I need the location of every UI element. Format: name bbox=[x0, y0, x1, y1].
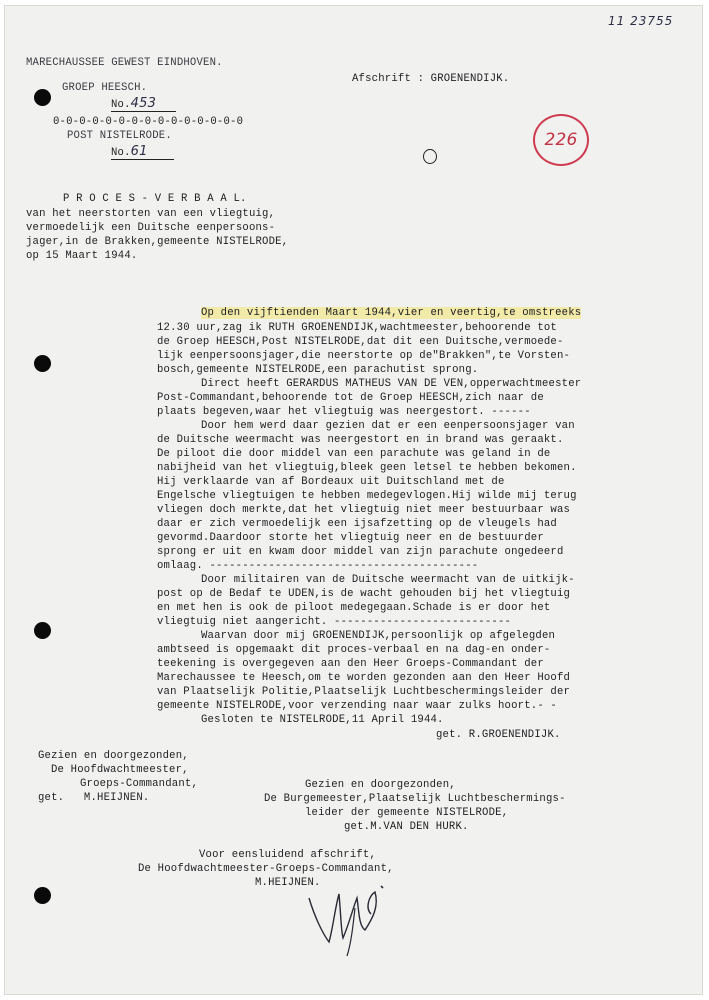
document-page bbox=[5, 6, 702, 994]
body-line: Engelsche vliegtuigen te hebben medegevlogen.Hij wilde mij terug bbox=[157, 490, 577, 502]
header-number-1-prefix: No. bbox=[111, 99, 131, 111]
body-line: omlaag. ----------------------------------------- bbox=[157, 560, 479, 572]
body-line: gevormd.Daardoor storte het vliegtuig neer en de bestuurder bbox=[157, 532, 544, 544]
body-line: teekening is overgegeven aan den Heer Groeps-Commandant der bbox=[157, 658, 544, 670]
seen-right-line: leider der gemeente NISTELRODE, bbox=[305, 807, 509, 819]
body-line: bosch,gemeente NISTELRODE,een parachutist sprong. bbox=[157, 364, 479, 376]
seen-left-line: Gezien en doorgezonden, bbox=[38, 750, 189, 762]
body-line: daar er zich vermoedelijk een ijsafzetting op de vleugels had bbox=[157, 518, 557, 530]
body-line: Marechaussee te Heesch,om te worden gezonden aan den Heer Hoofd bbox=[157, 672, 571, 684]
body-line: Post-Commandant,behoorende tot de Groep HEESCH,zich naar de bbox=[157, 392, 544, 404]
punch-hole bbox=[34, 887, 51, 904]
body-line: Direct heeft GERARDUS MATHEUS VAN DE VEN,opperwachtmeester bbox=[201, 378, 582, 390]
body-line: Hij verklaarde van af Bordeaux uit Duitschland met de bbox=[157, 476, 505, 488]
title-line: van het neerstorten van een vliegtuig, bbox=[26, 208, 276, 220]
header-line-5: POST NISTELRODE. bbox=[67, 130, 172, 142]
archive-number: 11 23755 bbox=[608, 14, 674, 28]
footer-line: De Hoofdwachtmeester-Groeps-Commandant, bbox=[138, 863, 394, 875]
circle-mark-icon bbox=[423, 149, 437, 164]
body-line: plaats begeven,waar het vliegtuig was neergestort. ------ bbox=[157, 406, 531, 418]
seen-right-line: De Burgemeester,Plaatselijk Luchtbeschermings- bbox=[264, 793, 566, 805]
footer-line: Voor eensluidend afschrift, bbox=[199, 849, 377, 861]
title-line: P R O C E S - V E R B A A L. bbox=[63, 193, 247, 205]
body-line: nabijheid van het vliegtuig,bleek geen letsel te hebben bekomen. bbox=[157, 462, 577, 474]
signature bbox=[295, 868, 405, 960]
title-line: jager,in de Brakken,gemeente NISTELRODE, bbox=[26, 236, 289, 248]
body-line: 12.30 uur,zag ik RUTH GROENENDIJK,wachtmeester,behoorende tot bbox=[157, 322, 557, 334]
body-line: Waarvan door mij GROENENDIJK,persoonlijk op afgelegden bbox=[201, 630, 556, 642]
body-line: en met hen is ook de piloot medegegaan.Schade is er door het bbox=[157, 602, 551, 614]
body-line: lijk eenpersoonsjager,die neerstorte op de"Brakken",te Vorsten- bbox=[157, 350, 571, 362]
body-line: vliegtuig niet aangericht. --------------------------- bbox=[157, 616, 512, 628]
title-line: vermoedelijk een Duitsche eenpersoons- bbox=[26, 222, 276, 234]
copy-label: Afschrift : GROENENDIJK. bbox=[352, 73, 510, 85]
header-number-1-handwritten: 453 bbox=[130, 96, 157, 111]
punch-hole bbox=[34, 622, 51, 639]
title-line: op 15 Maart 1944. bbox=[26, 250, 138, 262]
footer-line: M.HEIJNEN. bbox=[255, 877, 321, 889]
body-line bbox=[201, 306, 581, 320]
archive-stamp-number: 226 bbox=[544, 130, 578, 150]
body-line: de Groep HEESCH,Post NISTELRODE,dat dit een Duitsche,vermoede- bbox=[157, 336, 564, 348]
body-line: Door hem werd daar gezien dat er een eenpersoonsjager van bbox=[201, 420, 575, 432]
punch-hole bbox=[34, 355, 51, 372]
header-line-2: GROEP HEESCH. bbox=[62, 82, 148, 94]
header-number-2 bbox=[111, 144, 174, 160]
seen-right-line: get.M.VAN DEN HURK. bbox=[344, 821, 469, 833]
archive-stamp bbox=[533, 114, 589, 166]
body-line: de Duitsche weermacht was neergestort en in brand was geraakt. bbox=[157, 434, 564, 446]
header-separator: 0-0-0-0-0-0-0-0-0-0-0-0-0-0-0 bbox=[53, 116, 244, 128]
punch-hole bbox=[34, 89, 51, 106]
header-number-2-handwritten: 61 bbox=[130, 144, 148, 159]
body-line: De piloot die door middel van een parachute was geland in de bbox=[157, 448, 551, 460]
body-line: post op de Bedaf te UDEN,is de wacht gehouden bij het vliegtuig bbox=[157, 588, 571, 600]
body-line: Gesloten te NISTELRODE,11 April 1944. bbox=[201, 714, 444, 726]
body-line: ambtseed is opgemaakt dit proces-verbaal en na dag-en onder- bbox=[157, 644, 551, 656]
seen-right-line: Gezien en doorgezonden, bbox=[305, 779, 456, 791]
body-line: van Plaatselijk Politie,Plaatselijk Luchtbeschermingsleider der bbox=[157, 686, 571, 698]
seen-left-line: get. M.HEIJNEN. bbox=[38, 792, 150, 804]
seen-left-line: De Hoofdwachtmeester, bbox=[51, 764, 189, 776]
header-line-1: MARECHAUSSEE GEWEST EINDHOVEN. bbox=[26, 57, 223, 69]
body-line: vliegen doch merkte,dat het vliegtuig niet meer bestuurbaar was bbox=[157, 504, 571, 516]
header-number-2-prefix: No. bbox=[111, 147, 131, 159]
seen-left-line: Groeps-Commandant, bbox=[80, 778, 199, 790]
body-line: Door militairen van de Duitsche weermacht van de uitkijk- bbox=[201, 574, 575, 586]
body-line: gemeente NISTELRODE,voor verzending naar waar zulks hoort.- - bbox=[157, 700, 557, 712]
body-line: sprong er uit en kwam door middel van zijn parachute ongedeerd bbox=[157, 546, 564, 558]
body-text: Op den vijftienden Maart 1944,vier en veertig,te omstreeks bbox=[201, 307, 582, 319]
header-number-1 bbox=[111, 96, 176, 112]
body-line: get. R.GROENENDIJK. bbox=[436, 729, 561, 741]
